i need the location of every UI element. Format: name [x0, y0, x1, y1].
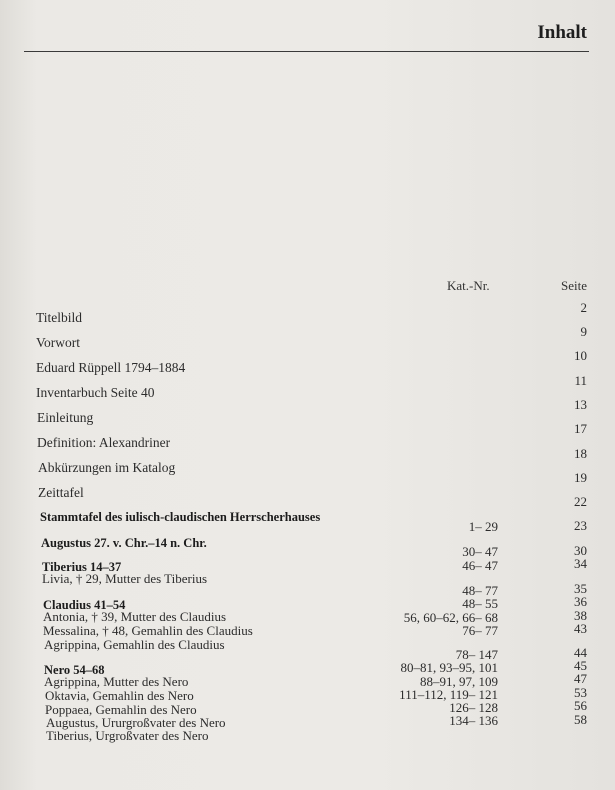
page-number: 17 [574, 421, 587, 436]
toc-entry-augustus: Augustus 27. v. Chr.–14 n. Chr. [41, 536, 207, 550]
catalog-number: 46– 47 [462, 558, 498, 573]
page-number: 9 [580, 324, 587, 339]
catalog-number: 88–91, 97, 109 [420, 674, 498, 689]
toc-entry-zeittafel: Zeittafel [38, 485, 84, 500]
catalog-number-column-header: Kat.-Nr. [447, 278, 490, 293]
page-number: 10 [574, 348, 587, 363]
toc-entry-vorwort: Vorwort [36, 335, 81, 350]
page-number: 2 [580, 300, 587, 315]
toc-entry-poppaea: Poppaea, Gemahlin des Nero [45, 702, 197, 717]
page-number: 22 [574, 494, 587, 509]
catalog-number: 80–81, 93–95, 101 [400, 660, 498, 675]
catalog-number: 56, 60–62, 66– 68 [403, 610, 498, 625]
toc-entry-rueppell: Eduard Rüppell 1794–1884 [36, 360, 186, 375]
toc-entry-agrippina-nero: Agrippina, Mutter des Nero [44, 674, 189, 689]
toc-entry-tiberius-urgrossvater: Tiberius, Urgroßvater des Nero [46, 728, 209, 743]
page-number: 19 [574, 470, 587, 485]
toc-entry-abkuerzungen: Abkürzungen im Katalog [38, 460, 176, 475]
page-number: 53 [574, 685, 587, 700]
catalog-number: 48– 77 [462, 583, 498, 598]
page-number: 18 [574, 446, 587, 461]
toc-entry-titelbild: Titelbild [36, 310, 83, 325]
page-number: 23 [574, 518, 587, 533]
page-number: 43 [574, 621, 587, 636]
page-number: 35 [574, 581, 587, 596]
catalog-number: 78– 147 [455, 647, 498, 662]
page-number: 36 [574, 594, 587, 609]
page-number: 56 [574, 698, 587, 713]
toc-entry-agrippina-claudius: Agrippina, Gemahlin des Claudius [44, 637, 225, 652]
toc-entry-augustus-ururgrossvater: Augustus, Ururgroßvater des Nero [46, 715, 226, 730]
toc-entry-definition: Definition: Alexandriner [37, 435, 171, 450]
page-number: 30 [574, 543, 587, 558]
page-number: 13 [574, 397, 587, 412]
catalog-number: 1– 29 [468, 519, 498, 534]
page-number: 45 [574, 658, 587, 673]
catalog-number: 111–112, 119– 121 [399, 687, 498, 702]
page-number: 47 [574, 671, 587, 686]
catalog-number: 76– 77 [462, 623, 498, 638]
catalog-number: 48– 55 [462, 596, 498, 611]
toc-entry-einleitung: Einleitung [37, 410, 94, 425]
toc-entry-nero: Nero 54–68 [44, 663, 105, 677]
toc-entry-messalina: Messalina, † 48, Gemahlin des Claudius [43, 623, 253, 638]
catalog-number: 126– 128 [449, 700, 498, 715]
page-number: 58 [574, 712, 587, 727]
page-number: 44 [574, 645, 587, 660]
page-number: 11 [574, 373, 587, 388]
toc-entry-inventarbuch: Inventarbuch Seite 40 [36, 385, 155, 400]
title-rule [24, 51, 589, 52]
page-number: 34 [574, 556, 587, 571]
toc-entry-oktavia: Oktavia, Gemahlin des Nero [45, 688, 194, 703]
catalog-number: 30– 47 [462, 544, 498, 559]
toc-entry-claudius: Claudius 41–54 [43, 598, 126, 612]
catalog-number: 134– 136 [449, 713, 498, 728]
toc-entry-antonia: Antonia, † 39, Mutter des Claudius [43, 609, 227, 624]
toc-entry-livia: Livia, † 29, Mutter des Tiberius [42, 571, 208, 586]
page-title: Inhalt [537, 22, 587, 43]
page-number: 38 [574, 608, 587, 623]
page-column-header: Seite [561, 278, 587, 293]
toc-entry-stammtafel: Stammtafel des iulisch-claudischen Herrscherhauses [40, 510, 321, 524]
toc-entry-tiberius: Tiberius 14–37 [42, 560, 122, 574]
